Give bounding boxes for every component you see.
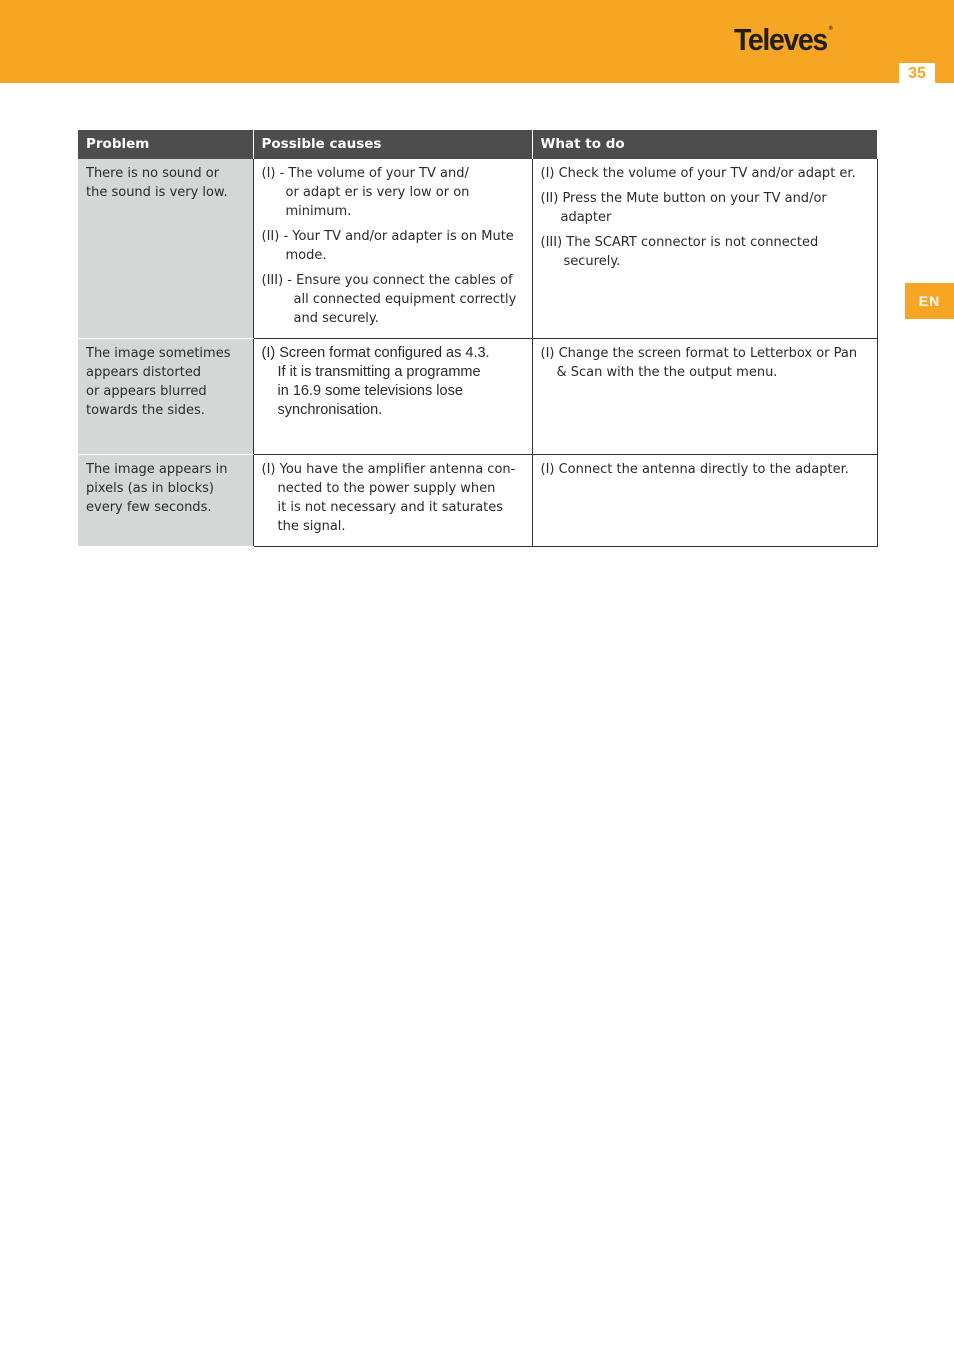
- cause-cont: nected to the power supply when: [277, 481, 496, 496]
- causes-cell: [253, 159, 532, 339]
- action-item: [541, 164, 869, 183]
- cause-cont: in 16.9 some televisions lose: [277, 383, 463, 399]
- action-lead: (II) Press the Mute button on your TV and/or: [540, 191, 827, 206]
- column-header-problem: Problem: [78, 130, 253, 159]
- problem-text: There is no sound or: [86, 166, 220, 181]
- action-cont: adapter: [560, 210, 612, 225]
- problem-text: or appears blurred: [86, 384, 207, 399]
- problem-cell: [78, 339, 253, 455]
- cause-cont: the signal.: [277, 519, 346, 534]
- problem-text: The image appears in: [86, 462, 228, 477]
- cause-item: [262, 271, 524, 328]
- cause-cont: mode.: [285, 248, 327, 263]
- causes-cell: [253, 339, 532, 455]
- cause-item: [262, 227, 524, 265]
- action-item: [541, 189, 869, 227]
- cause-lead: (I) You have the amplifier antenna con-: [261, 462, 516, 477]
- cause-cont: and securely.: [293, 311, 379, 326]
- table-row: [78, 455, 877, 547]
- problem-cell: [78, 455, 253, 547]
- actions-cell: [532, 455, 877, 547]
- problem-text: The image sometimes: [86, 346, 231, 361]
- action-cont: securely.: [563, 254, 621, 269]
- column-header-what-to-do: What to do: [532, 130, 877, 159]
- cause-cont: If it is transmitting a programme: [277, 364, 481, 380]
- cause-cont: or adapt er is very low or on: [285, 185, 470, 200]
- cause-item: [262, 164, 524, 221]
- problem-text: every few seconds.: [86, 500, 212, 515]
- televes-logo: [734, 22, 831, 58]
- cause-lead: (III) - Ensure you connect the cables of: [261, 273, 513, 288]
- cause-lead: (II) - Your TV and/or adapter is on Mute: [261, 229, 514, 244]
- problem-text: towards the sides.: [86, 403, 205, 418]
- cause-cont: minimum.: [285, 204, 352, 219]
- actions-cell: [532, 339, 877, 455]
- cause-cont: synchronisation.: [277, 402, 383, 418]
- action-lead: (I) Check the volume of your TV and/or adapt er.: [540, 166, 856, 181]
- problem-text: the sound is very low.: [86, 185, 228, 200]
- troubleshooting-table: [78, 130, 878, 547]
- problem-cell: [78, 159, 253, 339]
- action-item: [541, 344, 869, 382]
- page-number: 35: [899, 63, 935, 83]
- language-tab-en[interactable]: EN: [905, 283, 954, 319]
- problem-text: pixels (as in blocks): [86, 481, 214, 496]
- cause-lead: (I) Screen format configured as 4.3.: [261, 345, 490, 361]
- action-cont: & Scan with the the output menu.: [556, 365, 778, 380]
- table-row: [78, 159, 877, 339]
- table-row: [78, 339, 877, 455]
- problem-text: appears distorted: [86, 365, 202, 380]
- cause-lead: (I) - The volume of your TV and/: [261, 166, 469, 181]
- actions-cell: [532, 159, 877, 339]
- action-lead: (I) Change the screen format to Letterbox or Pan: [540, 346, 858, 361]
- column-header-causes: Possible causes: [253, 130, 532, 159]
- action-lead: (III) The SCART connector is not connected: [540, 235, 819, 250]
- cause-item: [262, 344, 524, 420]
- cause-cont: it is not necessary and it saturates: [277, 500, 504, 515]
- brand-name: Televes: [734, 22, 827, 57]
- action-item: [541, 233, 869, 271]
- cause-item: [262, 460, 524, 536]
- table-header-row: [78, 130, 877, 159]
- cause-cont: all connected equipment correctly: [293, 292, 517, 307]
- registered-mark: ®: [828, 26, 833, 32]
- action-lead: (I) Connect the antenna directly to the adapter.: [540, 462, 849, 477]
- action-item: [541, 460, 869, 479]
- causes-cell: [253, 455, 532, 547]
